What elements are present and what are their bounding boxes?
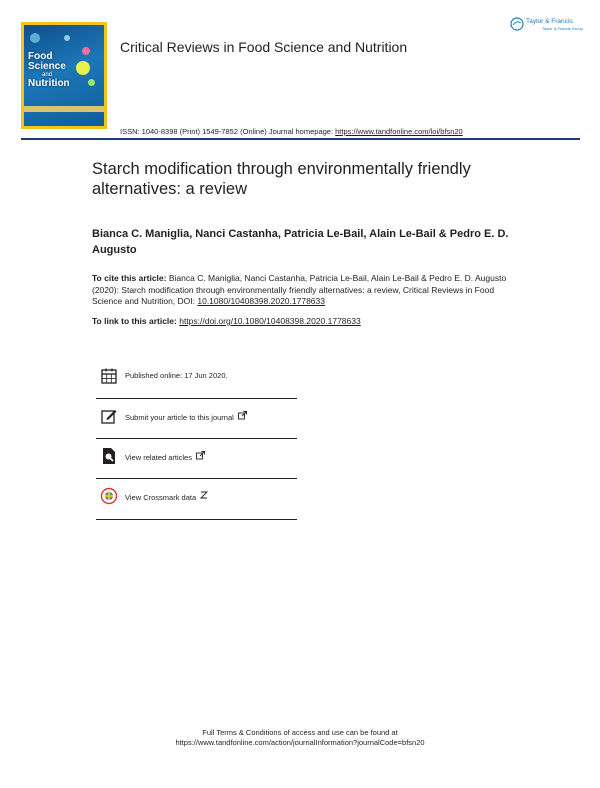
article-authors: Bianca C. Maniglia, Nanci Castanha, Patricia Le-Bail, Alain Le-Bail & Pedro E. D. Augusto [92, 228, 509, 256]
issn-line [120, 127, 463, 136]
cover-band [24, 106, 104, 112]
cover-title [28, 52, 70, 89]
related-articles-row[interactable] [96, 438, 297, 478]
external-link-icon [196, 451, 205, 460]
publisher-logo[interactable] [510, 16, 582, 36]
citation-label: To cite this article: [92, 273, 167, 283]
link-label: To link to this article: [92, 316, 180, 326]
citation-text: Bianca C. Maniglia, Nanci Castanha, Patricia Le-Bail, Alain Le-Bail & Pedro E. D. Augusto (2020): Starch modification through environmentally friendly alternatives: a review, Critical Reviews in Food Science and Nutrition, DOI: [92, 273, 507, 307]
related-articles-link[interactable] [125, 451, 205, 462]
calendar-icon [100, 367, 118, 385]
journal-name[interactable]: Critical Reviews in Food Science and Nutrition [120, 39, 408, 55]
citation-block [92, 273, 512, 308]
footer-line-1: Full Terms & Conditions of access and use can be found at [202, 728, 398, 737]
related-articles-label: View related articles [125, 453, 192, 462]
citation-doi-link[interactable]: 10.1080/10408398.2020.1778633 [197, 296, 325, 307]
crossmark-icon [100, 487, 118, 505]
crossmark-link[interactable] [125, 491, 209, 502]
submit-article-row[interactable] [96, 398, 297, 438]
journal-cover-image [21, 22, 107, 129]
journal-homepage-link[interactable]: https://www.tandfonline.com/loi/bfsn20 [335, 127, 463, 136]
cover-decoration [88, 79, 95, 86]
article-title: Starch modification through environmentally friendly alternatives: a review [92, 160, 471, 198]
footer-terms [100, 728, 500, 748]
article-doi-link[interactable]: https://doi.org/10.1080/10408398.2020.1778633 [179, 316, 361, 326]
submit-article-label: Submit your article to this journal [125, 413, 234, 422]
issn-text: ISSN: 1040-8398 (Print) 1549-7852 (Online) Journal homepage: [120, 127, 336, 136]
cover-decoration [82, 47, 90, 55]
publisher-name: Taylor & Francis [526, 18, 573, 25]
crossmark-row[interactable] [96, 478, 297, 518]
cover-decoration [76, 61, 90, 75]
cover-title-line: Science [28, 61, 66, 72]
publisher-globe-icon [510, 17, 524, 31]
published-online-row [96, 358, 297, 398]
article-link-line [92, 316, 512, 326]
edit-icon [100, 407, 118, 425]
search-document-icon [100, 447, 118, 465]
footer-terms-link[interactable]: https://www.tandfonline.com/action/journalInformation?journalCode=bfsn20 [175, 738, 425, 747]
cover-title-line: Food [28, 51, 53, 62]
cover-title-line: Nutrition [28, 78, 70, 89]
cover-title-line: and [42, 72, 53, 78]
cover-decoration [64, 35, 70, 41]
submit-article-link[interactable] [125, 411, 247, 422]
cover-decoration [30, 33, 40, 43]
published-online-label: Published online: 17 Jun 2020. [125, 371, 228, 380]
header-rule [21, 138, 580, 140]
item-divider [96, 519, 297, 520]
crossmark-label: View Crossmark data [125, 493, 197, 502]
publisher-subtitle: Taylor & Francis Group [542, 26, 583, 31]
crossmark-external-icon [200, 491, 209, 500]
external-link-icon [238, 411, 247, 420]
